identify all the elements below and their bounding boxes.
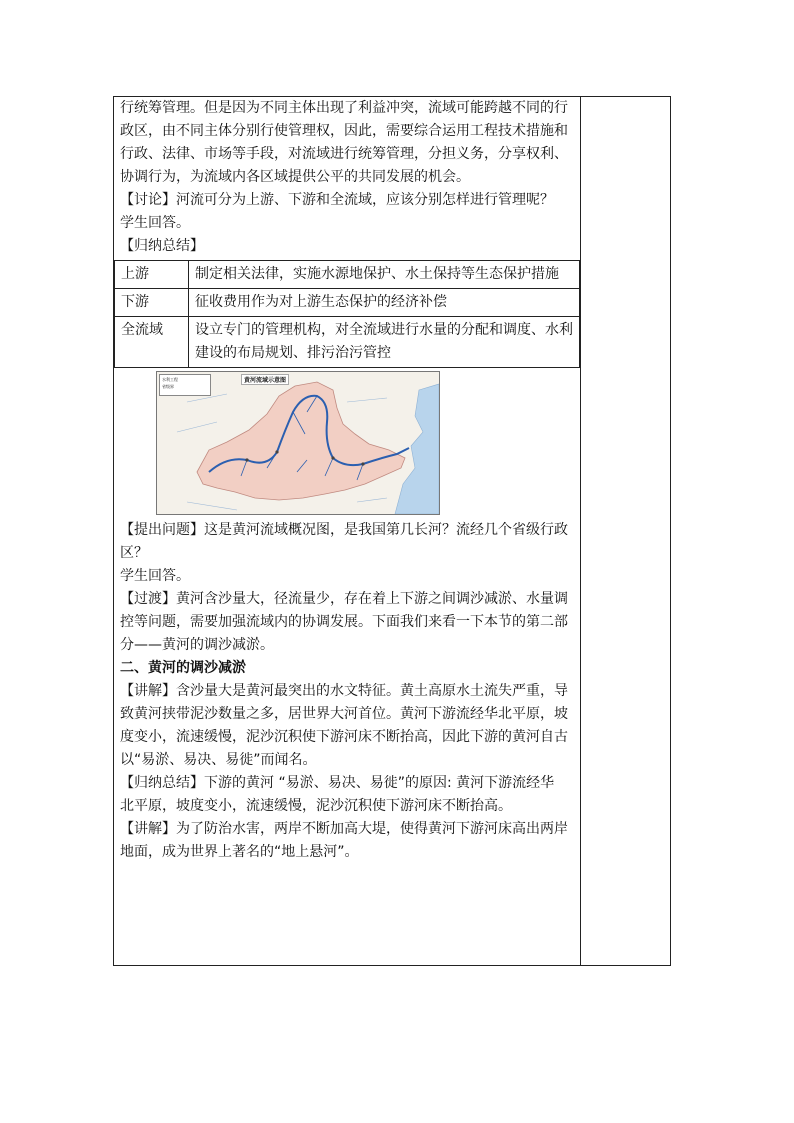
- map-legend-item: 水利工程: [162, 377, 178, 382]
- student-answer-line: 学生回答。: [120, 215, 190, 231]
- summary-line: 北平原，坡度变小，流速缓慢，泥沙沉积使下游河床不断抬高。: [120, 798, 512, 814]
- yellow-river-basin-map: [156, 371, 440, 515]
- text-line: 政区，由不同主体分别行使管理权，因此，需要综合运用工程技术措施和: [120, 123, 568, 139]
- transition-line: 控等问题，需要加强流域内的协调发展。下面我们来看一下本节的第二部: [120, 614, 568, 630]
- text-line: 行统筹管理。但是因为不同主体出现了利益冲突，流域可能跨越不同的行: [120, 100, 568, 116]
- transition-line: 【过渡】黄河含沙量大，径流量少，存在着上下游之间调沙减淤、水量调: [120, 591, 568, 607]
- map-legend: [159, 374, 211, 396]
- management-table: [114, 260, 580, 368]
- question-line: 【提出问题】这是黄河流域概况图，是我国第几长河？流经几个省级行政: [120, 522, 568, 538]
- map-legend-item: 省级界: [162, 384, 174, 389]
- table-row: [115, 289, 580, 317]
- table-key: 全流域: [115, 317, 189, 368]
- table-value-line: 征收费用作为对上游生态保护的经济补偿: [195, 294, 447, 310]
- explanation-line: 【讲解】含沙量大是黄河最突出的水文特征。黄土高原水土流失严重，导: [120, 683, 568, 699]
- section-heading: 二、黄河的调沙减淤: [120, 660, 246, 676]
- lesson-content: [120, 97, 580, 864]
- student-answer-line: 学生回答。: [120, 568, 190, 584]
- summary-line: 【归纳总结】下游的黄河 “易淤、易决、易徙”的原因: 黄河下游流经华: [120, 775, 555, 791]
- map-title: 黄河流域示意图: [241, 374, 289, 385]
- table-value-line: 制定相关法律，实施水源地保护、水土保持等生态保护措施: [195, 266, 559, 282]
- explanation-line: 以“易淤、易决、易徙”而闻名。: [120, 752, 317, 768]
- table-value: [189, 317, 580, 368]
- text-line: 协调行为，为流域内各区域提供公平的共同发展的机会。: [120, 169, 470, 185]
- summary-heading: 【归纳总结】: [120, 238, 204, 254]
- discussion-line: 【讨论】河流可分为上游、下游和全流域，应该分别怎样进行管理呢？: [120, 192, 554, 208]
- table-value: [189, 289, 580, 317]
- explanation-line: 地面，成为世界上著名的“地上悬河”。: [120, 844, 359, 860]
- table-row: [115, 317, 580, 368]
- table-row: [115, 261, 580, 289]
- text-line: 行政、法律、市场等手段，对流域进行统筹管理，分担义务，分享权利、: [120, 146, 568, 162]
- question-line: 区？: [120, 545, 148, 561]
- table-value: [189, 261, 580, 289]
- explanation-line: 度变小，流速缓慢，泥沙沉积使下游河床不断抬高，因此下游的黄河自古: [120, 729, 568, 745]
- table-key: 下游: [115, 289, 189, 317]
- explanation-line: 致黄河挟带泥沙数量之多，居世界大河首位。黄河下游流经华北平原，坡: [120, 706, 568, 722]
- column-divider: [580, 97, 581, 965]
- explanation-line: 【讲解】为了防治水害，两岸不断加高大堤，使得黄河下游河床高出两岸: [120, 821, 568, 837]
- table-key: 上游: [115, 261, 189, 289]
- transition-line: 分——黄河的调沙减淤。: [120, 637, 274, 653]
- table-value-line: 建设的布局规划、排污治污管控: [195, 345, 391, 361]
- table-value-line: 设立专门的管理机构，对全流域进行水量的分配和调度、水利: [195, 322, 573, 338]
- lesson-table: [113, 96, 671, 966]
